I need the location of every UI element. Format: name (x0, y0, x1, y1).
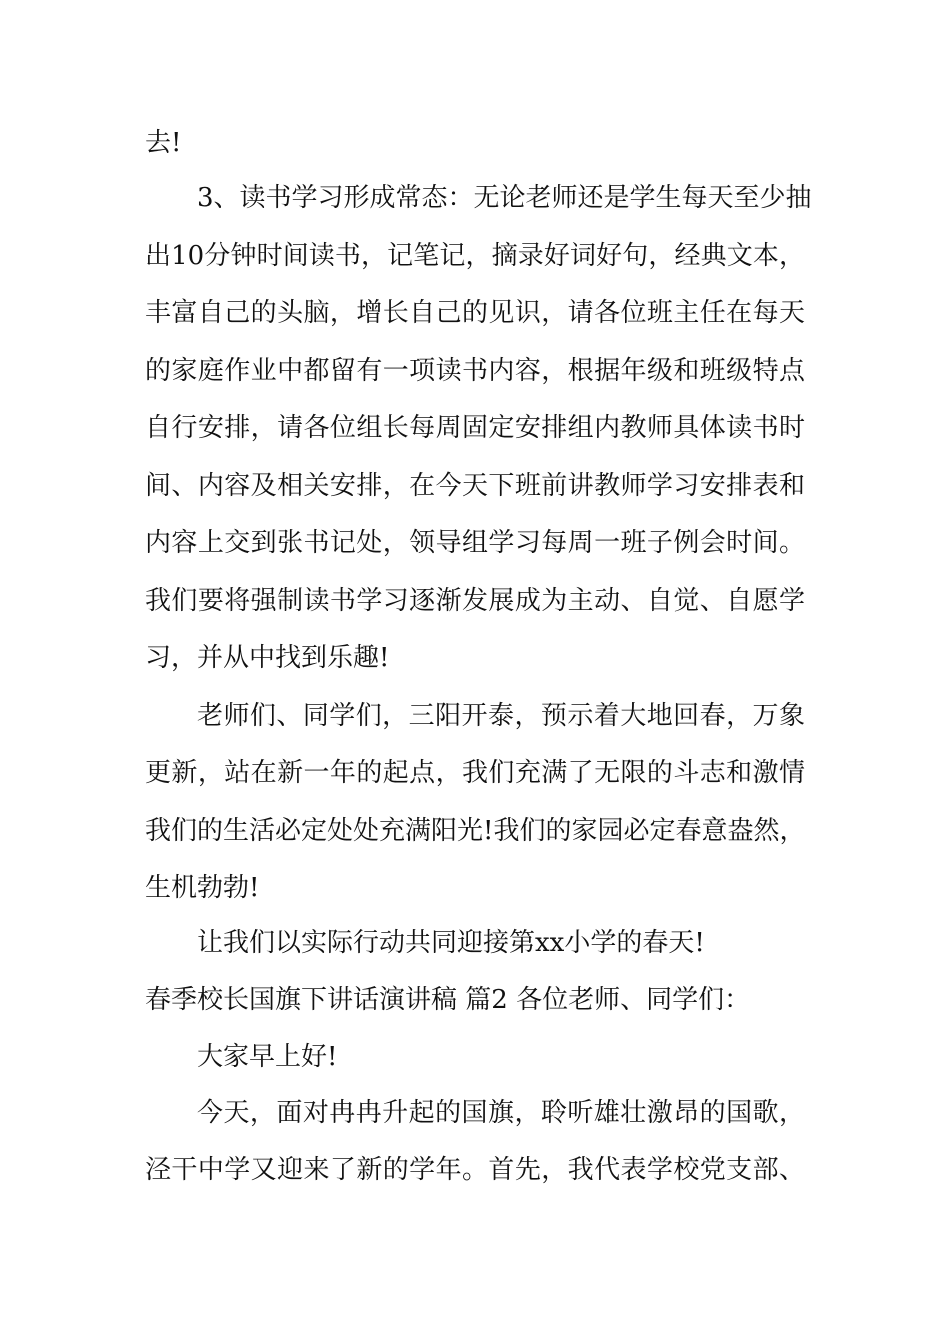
text-line-17: 大家早上好! (197, 1042, 338, 1072)
text-line-7: 间、内容及相关安排，在今天下班前讲教师学习安排表和 (145, 471, 805, 501)
text-line-1: 去! (145, 128, 182, 158)
text-line-18: 今天，面对冉冉升起的国旗，聆听雄壮激昂的国歌， (197, 1098, 805, 1128)
text-line-9: 我们要将强制读书学习逐渐发展成为主动、自觉、自愿学 (145, 586, 805, 616)
text-line-19: 泾干中学又迎来了新的学年。首先，我代表学校党支部、 (145, 1155, 805, 1185)
text-line-2: 3、读书学习形成常态：无论老师还是学生每天至少抽 (197, 183, 812, 213)
text-line-8: 内容上交到张书记处，领导组学习每周一班子例会时间。 (145, 528, 805, 558)
text-line-12: 更新，站在新一年的起点，我们充满了无限的斗志和激情 (145, 758, 805, 788)
text-line-11: 老师们、同学们，三阳开泰，预示着大地回春，万象 (197, 701, 805, 731)
text-line-3: 出10分钟时间读书，记笔记，摘录好词好句，经典文本， (145, 241, 805, 271)
text-line-4: 丰富自己的头脑，增长自己的见识，请各位班主任在每天 (145, 298, 805, 328)
text-line-14: 生机勃勃! (145, 873, 260, 903)
section-heading-line: 春季校长国旗下讲话演讲稿 篇2 各位老师、同学们： (145, 985, 751, 1015)
text-line-6: 自行安排，请各位组长每周固定安排组内教师具体读书时 (145, 413, 805, 443)
text-line-10: 习，并从中找到乐趣! (145, 643, 390, 673)
text-line-13: 我们的生活必定处处充满阳光!我们的家园必定春意盎然， (145, 816, 806, 846)
text-line-5: 的家庭作业中都留有一项读书内容，根据年级和班级特点 (145, 356, 805, 386)
text-line-15: 让我们以实际行动共同迎接第xx小学的春天! (197, 928, 705, 958)
